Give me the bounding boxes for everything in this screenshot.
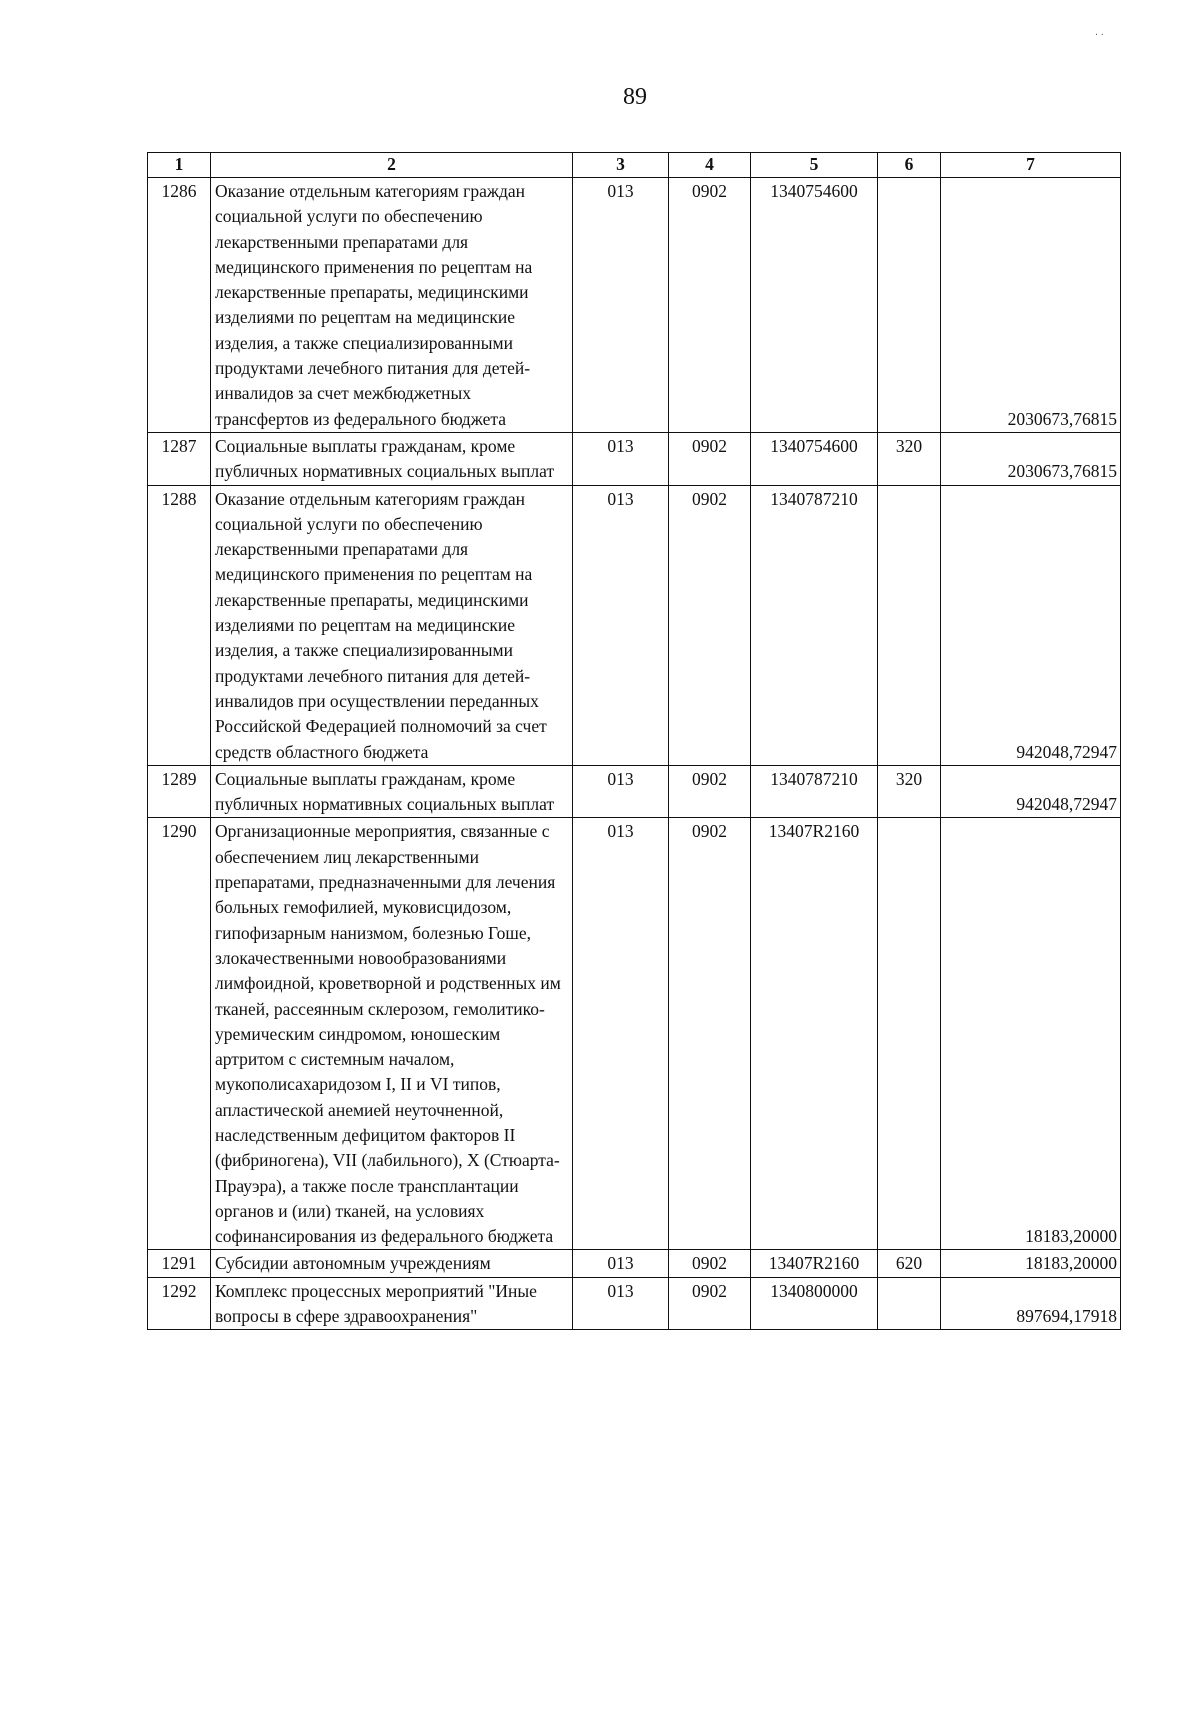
row-name: Социальные выплаты гражданам, кроме публичных нормативных социальных выплат: [211, 765, 573, 818]
row-number: 1286: [148, 178, 211, 433]
table-row: [148, 765, 1121, 818]
row-section: 0902: [669, 1277, 751, 1330]
row-number: 1290: [148, 818, 211, 1250]
row-section: 0902: [669, 485, 751, 765]
budget-table-container: [147, 152, 1120, 1330]
row-amount: 2030673,76815: [941, 178, 1121, 433]
row-name: Комплекс процессных мероприятий "Иные вопросы в сфере здравоохранения": [211, 1277, 573, 1330]
row-amount: 18183,20000: [941, 1250, 1121, 1277]
column-header-7: 7: [941, 153, 1121, 178]
table-row: [148, 178, 1121, 433]
table-row: [148, 1250, 1121, 1277]
row-expense: 320: [878, 432, 941, 485]
row-expense: [878, 485, 941, 765]
row-expense: [878, 1277, 941, 1330]
table-row: [148, 1277, 1121, 1330]
row-target: 1340754600: [751, 432, 878, 485]
column-header-5: 5: [751, 153, 878, 178]
table-row: [148, 485, 1121, 765]
row-section: 0902: [669, 178, 751, 433]
row-section: 0902: [669, 818, 751, 1250]
row-amount: 942048,72947: [941, 765, 1121, 818]
column-header-6: 6: [878, 153, 941, 178]
table-header-row: [148, 153, 1121, 178]
row-expense: 620: [878, 1250, 941, 1277]
row-name: Оказание отдельным категориям граждан социальной услуги по обеспечению лекарственными препаратами для медицинского применения по рецептам на лекарственные препараты, медицинскими изделиями по рецептам на медицинские изделия, а также специализированными продуктами лечебного питания для детей-инвалидов за счет межбюджетных трансфертов из федерального бюджета: [211, 178, 573, 433]
row-number: 1289: [148, 765, 211, 818]
row-target: 1340800000: [751, 1277, 878, 1330]
table-row: [148, 818, 1121, 1250]
row-amount: 897694,17918: [941, 1277, 1121, 1330]
row-target: 13407R2160: [751, 1250, 878, 1277]
row-target: 1340787210: [751, 485, 878, 765]
row-number: 1291: [148, 1250, 211, 1277]
row-number: 1292: [148, 1277, 211, 1330]
row-amount: 942048,72947: [941, 485, 1121, 765]
page-number: 89: [623, 84, 647, 110]
row-target: 1340787210: [751, 765, 878, 818]
row-expense: 320: [878, 765, 941, 818]
row-name: Субсидии автономным учреждениям: [211, 1250, 573, 1277]
row-grbs: 013: [573, 178, 669, 433]
row-expense: [878, 178, 941, 433]
row-grbs: 013: [573, 1250, 669, 1277]
table-row: [148, 432, 1121, 485]
row-grbs: 013: [573, 765, 669, 818]
row-grbs: 013: [573, 818, 669, 1250]
row-grbs: 013: [573, 485, 669, 765]
column-header-3: 3: [573, 153, 669, 178]
row-amount: 2030673,76815: [941, 432, 1121, 485]
row-number: 1287: [148, 432, 211, 485]
row-amount: 18183,20000: [941, 818, 1121, 1250]
row-name: Оказание отдельным категориям граждан социальной услуги по обеспечению лекарственными препаратами для медицинского применения по рецептам на лекарственные препараты, медицинскими изделиями по рецептам на медицинские изделия, а также специализированными продуктами лечебного питания для детей-инвалидов при осуществлении переданных Российской Федерацией полномочий за счет средств областного бюджета: [211, 485, 573, 765]
row-section: 0902: [669, 765, 751, 818]
column-header-1: 1: [148, 153, 211, 178]
row-expense: [878, 818, 941, 1250]
row-section: 0902: [669, 1250, 751, 1277]
row-target: 1340754600: [751, 178, 878, 433]
row-name: Социальные выплаты гражданам, кроме публичных нормативных социальных выплат: [211, 432, 573, 485]
budget-table: [147, 152, 1121, 1330]
row-target: 13407R2160: [751, 818, 878, 1250]
column-header-2: 2: [211, 153, 573, 178]
row-grbs: 013: [573, 432, 669, 485]
corner-mark: · ·: [1094, 30, 1104, 41]
row-section: 0902: [669, 432, 751, 485]
row-name: Организационные мероприятия, связанные с обеспечением лиц лекарственными препаратами, предназначенными для лечения больных гемофилией, муковисцидозом, гипофизарным нанизмом, болезнью Гоше, злокачественными новообразованиями лимфоидной, кроветворной и родственных им тканей, рассеянным склерозом, гемолитико-уремическим синдромом, юношеским артритом с системным началом, мукополисахаридозом I, II и VI типов, апластической анемией неуточненной, наследственным дефицитом факторов II (фибриногена), VII (лабильного), X (Стюарта-Прауэра), а также после трансплантации органов и (или) тканей, на условиях софинансирования из федерального бюджета: [211, 818, 573, 1250]
row-number: 1288: [148, 485, 211, 765]
row-grbs: 013: [573, 1277, 669, 1330]
column-header-4: 4: [669, 153, 751, 178]
